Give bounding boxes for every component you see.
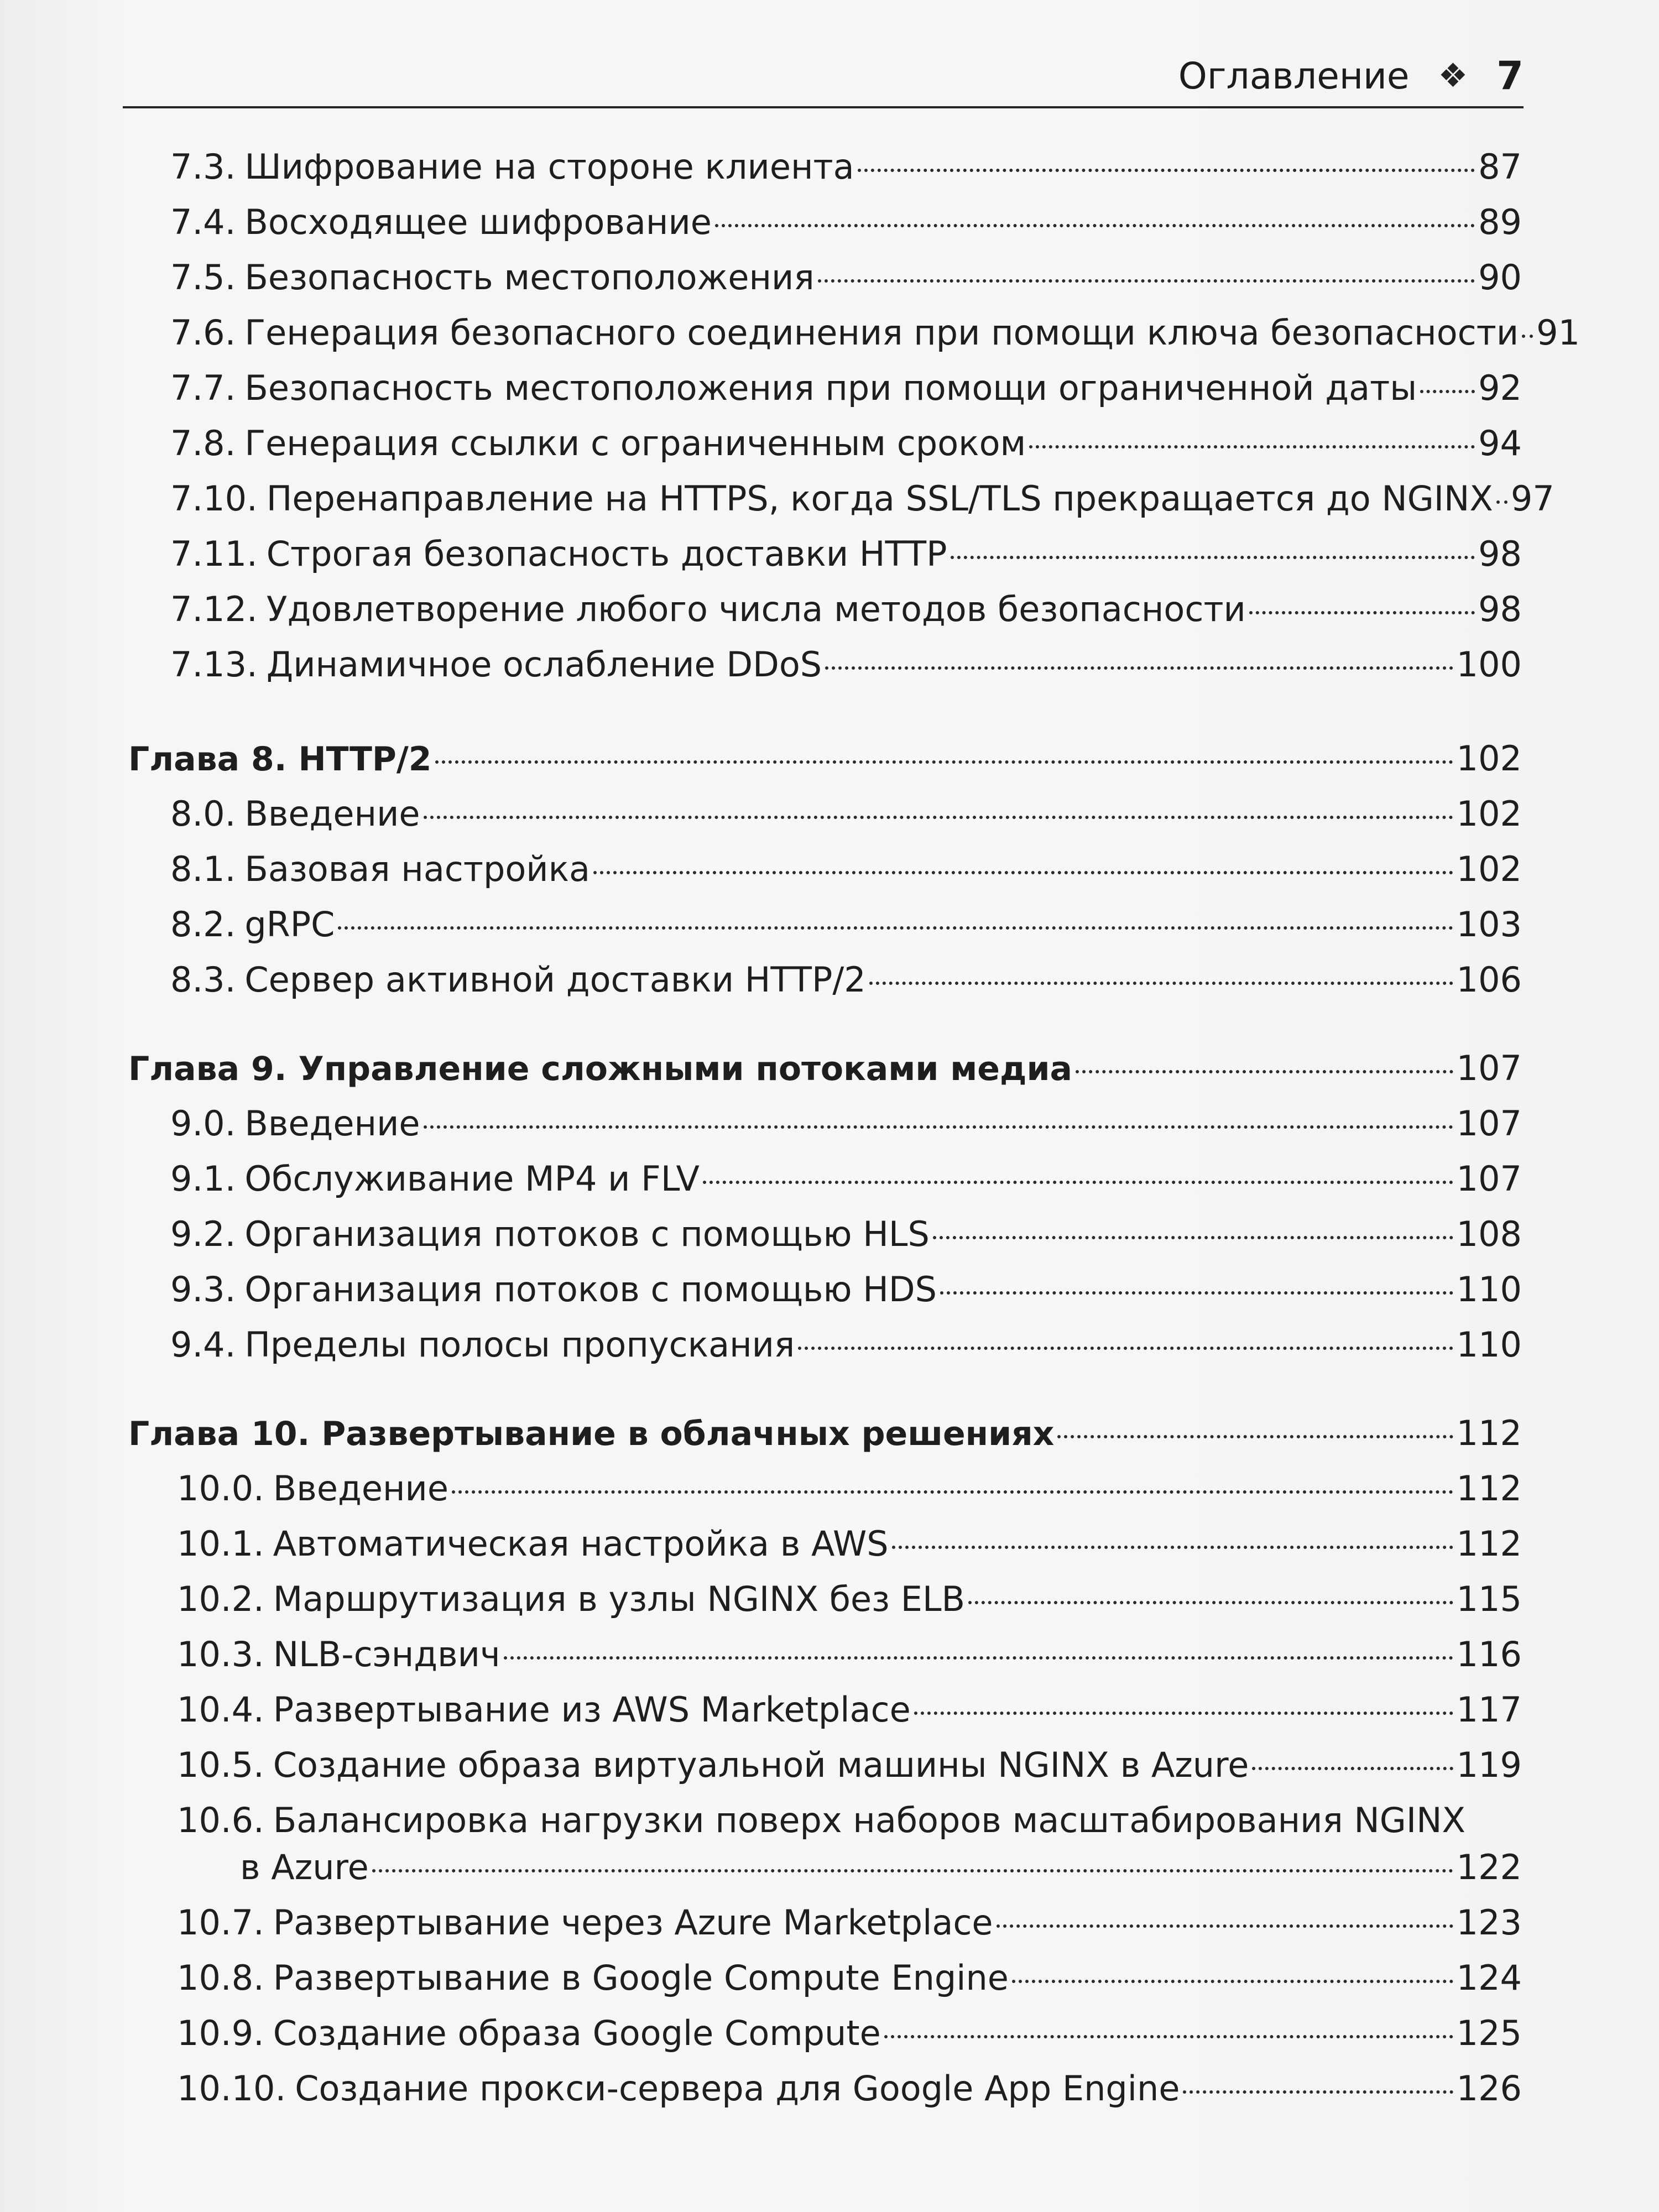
toc-entry: 7.4. Восходящее шифрование 89 (170, 200, 1522, 244)
running-head-title: Оглавление (1178, 54, 1410, 97)
toc-entry: 10.10. Создание прокси-сервера для Google App Engine 126 (177, 2067, 1522, 2111)
leader-dots (869, 982, 1453, 985)
toc-entry: 8.0. Введение 102 (170, 792, 1522, 836)
running-head (1178, 51, 1524, 101)
leader-dots (951, 556, 1475, 559)
toc-entry: 10.1. Автоматическая настройка в AWS 112 (177, 1522, 1522, 1566)
entry-page: 112 (1456, 1524, 1522, 1564)
toc-entry: 7.13. Динамичное ослабление DDoS 100 (170, 643, 1522, 687)
toc-entry: 9.0. Введение 107 (170, 1102, 1522, 1146)
leader-dots (798, 1347, 1453, 1350)
toc-entry: 7.8. Генерация ссылки с ограниченным сроком 94 (170, 421, 1522, 466)
toc-entry: 7.11. Строгая безопасность доставки HTTP 98 (170, 532, 1522, 576)
toc-entry: 10.5. Создание образа виртуальной машины NGINX в Azure 119 (177, 1743, 1522, 1787)
leader-dots (818, 279, 1475, 283)
toc-entry: 8.1. Базовая настройка 102 (170, 847, 1522, 891)
toc-entry: 9.1. Обслуживание MP4 и FLV 107 (170, 1157, 1522, 1201)
toc-entry: 7.7. Безопасность местоположения при помощи ограниченной даты 92 (170, 366, 1522, 410)
leader-dots (424, 816, 1453, 819)
leader-dots (703, 1181, 1453, 1184)
toc-entry: 9.2. Организация потоков с помощью HLS 108 (170, 1212, 1522, 1256)
toc-entry: 9.4. Пределы полосы пропускания 110 (170, 1323, 1522, 1367)
toc-entry: 9.3. Организация потоков с помощью HDS 110 (170, 1267, 1522, 1312)
toc-entry: 10.0. Введение 112 (177, 1467, 1522, 1511)
toc-entry: 7.12. Удовлетворение любого числа методов безопасности 98 (170, 587, 1522, 632)
entry-page: 119 (1456, 1745, 1522, 1785)
leader-dots (1496, 500, 1507, 504)
leader-dots (914, 1712, 1453, 1715)
toc-entry: 10.9. Создание образа Google Compute 125 (177, 2011, 1522, 2056)
leader-dots (452, 1490, 1453, 1494)
chapter-page: 112 (1456, 1413, 1522, 1453)
entry-page: 122 (1456, 1847, 1522, 1887)
leader-dots (593, 871, 1453, 874)
toc-entry: 7.3. Шифрование на стороне клиента 87 (170, 145, 1522, 189)
leader-dots (435, 760, 1453, 764)
leader-dots (338, 926, 1453, 930)
chapter-page: 107 (1456, 1048, 1522, 1088)
entry-page: 103 (1456, 904, 1522, 945)
toc-chapter: Глава 9. Управление сложными потоками медиа 107 (128, 1046, 1522, 1091)
toc-entry: 7.10. Перенаправление на HTTPS, когда SSL/TLS прекращается до NGINX 97 (170, 477, 1522, 521)
leader-dots (504, 1656, 1453, 1660)
toc-chapter: Глава 8. HTTP/2 102 (128, 737, 1522, 781)
leader-dots (884, 2035, 1453, 2038)
entry-page: 91 (1536, 312, 1580, 353)
leader-dots (1249, 611, 1475, 614)
leader-dots (892, 1546, 1453, 1549)
entry-page: 124 (1456, 1958, 1522, 1998)
leader-dots (372, 1869, 1453, 1872)
leader-dots (933, 1236, 1453, 1239)
toc-entry: 8.3. Сервер активной доставки HTTP/2 106 (170, 958, 1522, 1002)
entry-page: 100 (1456, 644, 1522, 685)
toc-entry: 7.6. Генерация безопасного соединения при помощи ключа безопасности 91 (170, 311, 1522, 355)
toc-entry: 7.5. Безопасность местоположения 90 (170, 255, 1522, 300)
leader-dots (715, 224, 1475, 227)
toc-entry: 10.4. Развертывание из AWS Marketplace 117 (177, 1688, 1522, 1732)
entry-page: 87 (1478, 147, 1522, 187)
chapter-page: 102 (1456, 738, 1522, 779)
entry-page: 110 (1456, 1269, 1522, 1310)
entry-page: 117 (1456, 1689, 1522, 1730)
leader-dots (1252, 1767, 1453, 1770)
leader-dots (997, 1924, 1453, 1928)
toc-chapter: Глава 10. Развертывание в облачных решениях 112 (128, 1411, 1522, 1456)
entry-page: 107 (1456, 1159, 1522, 1199)
leader-dots (968, 1601, 1453, 1604)
entry-page: 102 (1456, 794, 1522, 834)
toc-entry: 8.2. gRPC 103 (170, 902, 1522, 947)
page-number: 7 (1496, 53, 1524, 98)
entry-page: 97 (1510, 478, 1554, 519)
entry-page: 116 (1456, 1634, 1522, 1674)
entry-page: 110 (1456, 1324, 1522, 1365)
fleuron-icon: ❖ (1438, 56, 1468, 95)
entry-page: 108 (1456, 1214, 1522, 1254)
entry-page: 107 (1456, 1103, 1522, 1144)
leader-dots (1522, 335, 1533, 338)
leader-dots (858, 169, 1475, 172)
leader-dots (1076, 1070, 1453, 1073)
entry-page: 102 (1456, 849, 1522, 889)
toc-entry: 10.2. Маршрутизация в узлы NGINX без ELB 115 (177, 1577, 1522, 1621)
leader-dots (1183, 2090, 1453, 2094)
entry-page: 90 (1478, 257, 1522, 298)
entry-page: 125 (1456, 2013, 1522, 2053)
leader-dots (940, 1291, 1453, 1295)
entry-page: 126 (1456, 2068, 1522, 2109)
entry-page: 98 (1478, 589, 1522, 629)
entry-page: 115 (1456, 1579, 1522, 1619)
toc-entry-line2: в Azure 122 (240, 1845, 1522, 1890)
entry-page: 123 (1456, 1902, 1522, 1943)
toc-entry: 10.3. NLB-сэндвич 116 (177, 1632, 1522, 1677)
entry-page: 92 (1478, 368, 1522, 408)
entry-page: 112 (1456, 1468, 1522, 1509)
header-rule (123, 106, 1524, 108)
entry-page: 106 (1456, 959, 1522, 1000)
toc-entry-line1: 10.6. Балансировка нагрузки поверх наборов масштабирования NGINX (177, 1800, 1465, 1840)
toc-entry: 10.8. Развертывание в Google Compute Engine 124 (177, 1956, 1522, 2000)
entry-page: 89 (1478, 202, 1522, 242)
leader-dots (1057, 1435, 1453, 1438)
leader-dots (424, 1125, 1453, 1129)
leader-dots (1012, 1980, 1453, 1983)
entry-page: 98 (1478, 534, 1522, 574)
leader-dots (825, 666, 1453, 670)
leader-dots (1420, 390, 1475, 393)
leader-dots (1029, 445, 1475, 448)
toc-entry: 10.7. Развертывание через Azure Marketplace 123 (177, 1901, 1522, 1945)
entry-page: 94 (1478, 423, 1522, 463)
